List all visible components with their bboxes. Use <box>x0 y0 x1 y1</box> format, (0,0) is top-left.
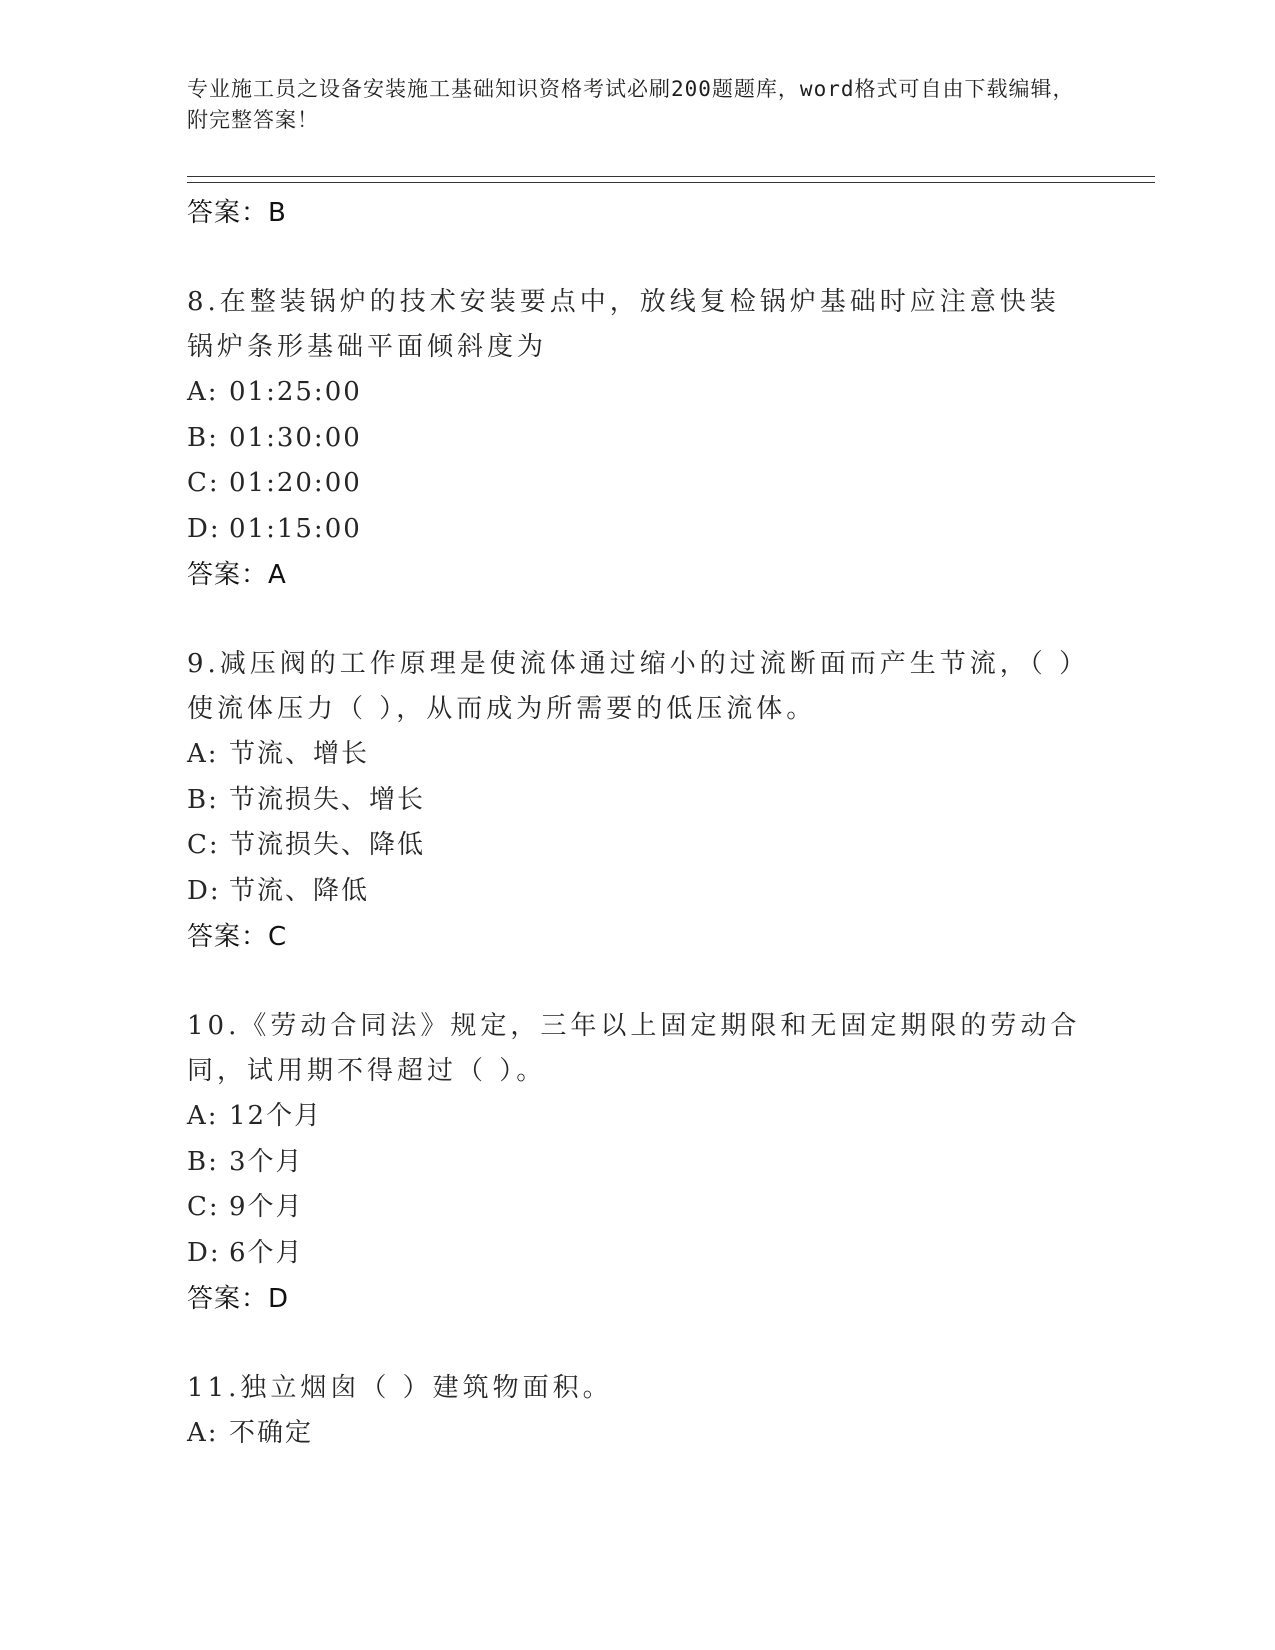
option-text: 不确定 <box>229 1418 314 1448</box>
option-letter: C: <box>187 830 220 860</box>
header-rule-top <box>187 176 1155 177</box>
option-text: 01:30:00 <box>229 422 362 453</box>
option-letter: B: <box>187 422 219 453</box>
answer-line: 答案：A <box>187 560 287 590</box>
option-letter: A: <box>187 739 219 769</box>
option-text: 节流、降低 <box>229 875 370 906</box>
option-b <box>187 1140 1087 1186</box>
question-block <box>187 1366 1087 1457</box>
option-c <box>187 1185 1087 1231</box>
option-letter: C: <box>187 468 220 498</box>
option-c <box>187 823 1087 869</box>
option-letter: C: <box>187 1192 220 1222</box>
option-text: 12个月 <box>229 1101 323 1131</box>
option-letter: B: <box>187 1146 219 1177</box>
option-a <box>187 732 1087 778</box>
question-block <box>187 642 1087 960</box>
option-text: 6个月 <box>229 1237 304 1268</box>
option-letter: A: <box>187 1418 219 1448</box>
question-block <box>187 280 1087 598</box>
option-text: 01:25:00 <box>229 377 362 407</box>
question-block <box>187 1004 1087 1322</box>
option-text: 9个月 <box>229 1192 304 1222</box>
option-text: 节流损失、降低 <box>229 830 426 860</box>
option-letter: A: <box>187 1101 219 1131</box>
option-a <box>187 370 1087 416</box>
option-letter: A: <box>187 377 219 407</box>
option-c <box>187 461 1087 507</box>
header-rule-bottom <box>187 182 1155 183</box>
option-a <box>187 1411 1087 1457</box>
option-b <box>187 778 1087 824</box>
option-d <box>187 507 1087 553</box>
answer-line: 答案：C <box>187 922 288 952</box>
option-text: 01:15:00 <box>229 513 362 544</box>
option-d <box>187 1231 1087 1277</box>
question-stem: 10.《劳动合同法》规定，三年以上固定期限和无固定期限的劳动合同，试用期不得超过（ ）。 <box>187 1011 1081 1086</box>
question-stem: 8.在整装锅炉的技术安装要点中，放线复检锅炉基础时应注意快装锅炉条形基础平面倾斜度为 <box>187 287 1060 362</box>
option-letter: B: <box>187 784 219 815</box>
option-b <box>187 416 1087 462</box>
option-text: 节流、增长 <box>229 739 370 769</box>
option-a <box>187 1094 1087 1140</box>
option-letter: D: <box>187 1237 221 1268</box>
option-letter: D: <box>187 513 221 544</box>
answer-line: 答案：B <box>187 198 287 228</box>
option-text: 节流损失、增长 <box>229 784 426 815</box>
option-text: 01:20:00 <box>229 468 362 498</box>
answer-line: 答案：D <box>187 1284 290 1314</box>
option-letter: D: <box>187 875 221 906</box>
document-header: 专业施工员之设备安装施工基础知识资格考试必刷200题题库，word格式可自由下载编辑，附完整答案！ <box>187 77 1075 132</box>
option-d <box>187 869 1087 915</box>
option-text: 3个月 <box>229 1146 304 1177</box>
question-list <box>187 190 1087 1457</box>
question-stem: 9.减压阀的工作原理是使流体通过缩小的过流断面而产生节流，（ ）使流体压力（ ），从而成为所需要的低压流体。 <box>187 649 1077 724</box>
question-stem: 11.独立烟囱（ ）建筑物面积。 <box>187 1373 613 1403</box>
